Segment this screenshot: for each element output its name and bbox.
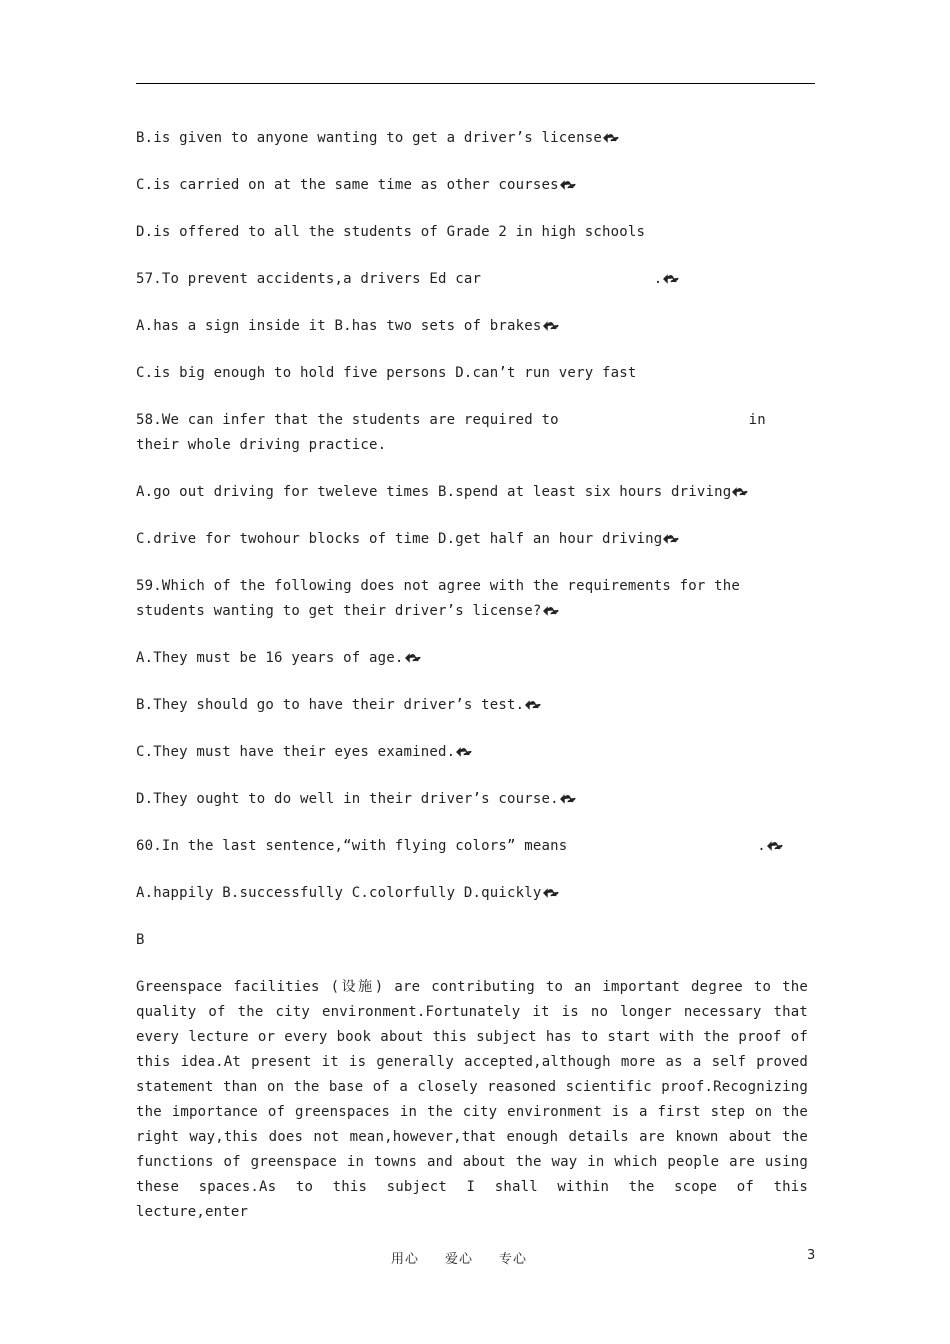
paragraph-mark-icon — [603, 133, 619, 143]
text-line — [136, 361, 808, 386]
text-line — [136, 740, 808, 765]
page-number: 3 — [807, 1248, 816, 1263]
line-text: B — [136, 932, 145, 948]
paragraph-mark-icon — [405, 653, 421, 663]
text-line — [136, 834, 808, 859]
line-text: A.has a sign inside it B.has two sets of brakes — [136, 318, 542, 334]
paragraph-mark-icon — [543, 321, 559, 331]
text-line — [136, 173, 808, 198]
line-text: C.is big enough to hold five persons D.can’t run very fast — [136, 365, 637, 381]
text-line — [136, 881, 808, 906]
paragraph-mark-icon — [543, 888, 559, 898]
text-line — [136, 574, 808, 624]
line-text: D.They ought to do well in their driver’s course. — [136, 791, 559, 807]
text-line — [136, 267, 808, 292]
footer-word: 专心 — [499, 1252, 528, 1267]
line-text: A.go out driving for tweleve times B.spend at least six hours driving — [136, 484, 732, 500]
header-rule — [136, 83, 815, 84]
reading-passage: Greenspace facilities (设施) are contributing to an important degree to the quality of the city environment.Fortunately it is no longer necessary that every lecture or every book about this subject has to start with the proof of this idea.At present it is generally accepted,although more as a self proved statement than on the base of a closely reasoned scientific proof.Recognizing the importance of greenspaces in the city environment is a first step on the right way,this does not mean,however,that enough details are known about the functions of greenspace in towns and about the way in which people are using these spaces.As to this subject I shall within the scope of this lecture,enter — [136, 979, 817, 1220]
line-text: B.They should go to have their driver’s test. — [136, 697, 525, 713]
line-text: 58.We can infer that the students are required to in their whole driving practice. — [136, 412, 775, 453]
line-text: C.They must have their eyes examined. — [136, 744, 456, 760]
text-line — [136, 646, 808, 671]
line-text: D.is offered to all the students of Grade 2 in high schools — [136, 224, 646, 240]
text-line — [136, 693, 808, 718]
line-text: C.drive for twohour blocks of time D.get half an hour driving — [136, 531, 663, 547]
text-line — [136, 787, 808, 812]
footer-word: 用心 — [391, 1252, 420, 1267]
line-text: 57.To prevent accidents,a drivers Ed car . — [136, 271, 663, 287]
question-lines — [136, 126, 808, 953]
text-line — [136, 928, 808, 953]
paragraph-mark-icon — [663, 274, 679, 284]
line-text: 60.In the last sentence,“with flying colors” means . — [136, 838, 766, 854]
text-line — [136, 408, 808, 458]
text-line — [136, 314, 808, 339]
line-text: 59.Which of the following does not agree with the requirements for the students wanting to get their driver’s license? — [136, 578, 749, 619]
paragraph-mark-icon — [663, 534, 679, 544]
text-line — [136, 220, 808, 245]
document-body — [136, 126, 817, 1225]
text-line — [136, 527, 808, 552]
line-text: B.is given to anyone wanting to get a driver’s license — [136, 130, 602, 146]
text-line — [136, 480, 808, 505]
line-text: A.happily B.successfully C.colorfully D.quickly — [136, 885, 542, 901]
paragraph-mark-icon — [560, 180, 576, 190]
line-text: A.They must be 16 years of age. — [136, 650, 404, 666]
paragraph-mark-icon — [560, 794, 576, 804]
paragraph-mark-icon — [732, 487, 748, 497]
paragraph-mark-icon — [525, 700, 541, 710]
paragraph-mark-icon — [767, 841, 783, 851]
line-text: C.is carried on at the same time as other courses — [136, 177, 559, 193]
footer-motto — [391, 1248, 553, 1267]
page-footer — [0, 1248, 950, 1268]
footer-word: 爱心 — [445, 1252, 474, 1267]
paragraph-mark-icon — [456, 747, 472, 757]
paragraph-mark-icon — [543, 606, 559, 616]
text-line — [136, 126, 808, 151]
